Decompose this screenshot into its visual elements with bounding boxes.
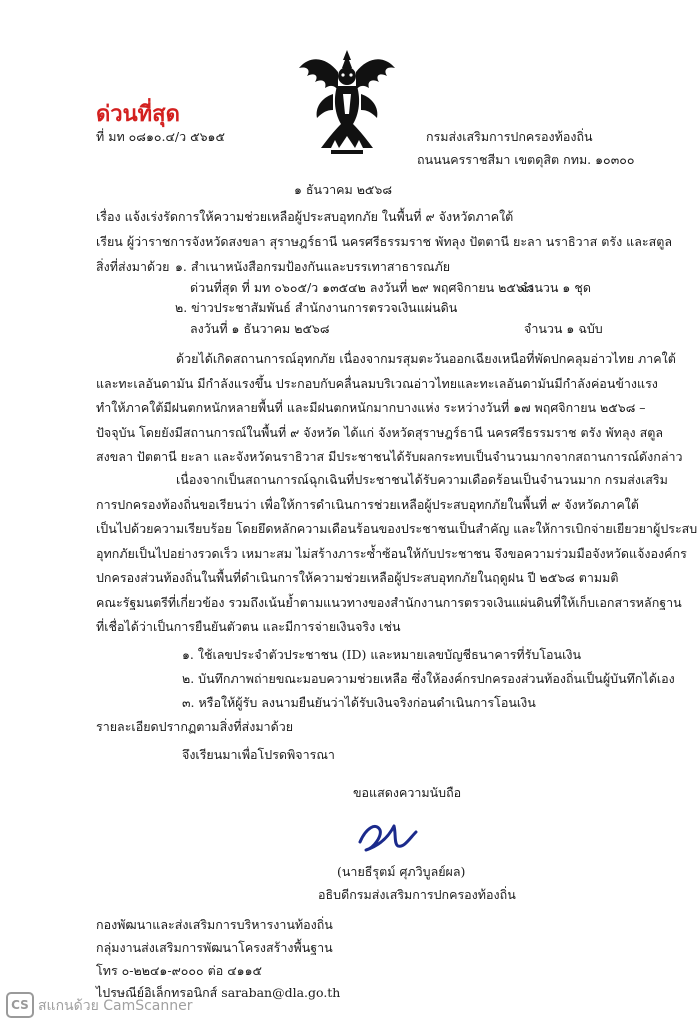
signatory-name: (นายธีรุตม์ ศุภวิบูลย์ผล) [337, 864, 466, 879]
paragraph-line: และทะเลอันดามัน มีกำลังแรงขึ้น ประกอบกับคลื่นลมบริเวณอ่าวไทยและทะเลอันดามันมีกำลังค่อนข้างแรง [96, 375, 658, 391]
enclosure-1-quantity: จำนวน ๑ ชุด [520, 280, 591, 295]
paragraph-line: อุทกภัยเป็นไปอย่างรวดเร็ว เหมาะสม ไม่สร้างภาระซ้ำซ้อนให้กับประชาชน จึงขอความร่วมมือจังหวัดแจ้งองค์กร [96, 545, 687, 561]
footer-group: กลุ่มงานส่งเสริมการพัฒนาโครงสร้างพื้นฐาน [96, 940, 333, 955]
footer-email: ไปรษณีย์อิเล็กทรอนิกส์ saraban@dla.go.th [96, 985, 341, 1000]
paragraph-line: ด้วยได้เกิดสถานการณ์อุทกภัย เนื่องจากมรสุมตะวันออกเฉียงเหนือที่พัดปกคลุมอ่าวไทย ภาคใต้ [176, 351, 676, 366]
handwritten-signature-icon [354, 808, 426, 858]
signatory-position: อธิบดีกรมส่งเสริมการปกครองท้องถิ่น [318, 887, 516, 902]
garuda-emblem-icon [297, 48, 397, 156]
paragraph-line: สงขลา ปัตตานี ยะลา และจังหวัดนราธิวาส มีประชาชนได้รับผลกระทบเป็นจำนวนมากจากสถานการณ์ดังกล่าว [96, 449, 683, 464]
urgent-label: ด่วนที่สุด [96, 102, 180, 127]
enclosure-2-date: ลงวันที่ ๑ ธันวาคม ๒๕๖๘ [190, 321, 330, 336]
footer-division: กองพัฒนาและส่งเสริมการบริหารงานท้องถิ่น [96, 917, 333, 932]
reference-number: ที่ มท ๐๘๑๐.๔/ว ๕๖๑๕ [96, 129, 225, 144]
list-item-3: ๓. หรือให้ผู้รับ ลงนามยืนยันว่าได้รับเงินจริงก่อนดำเนินการโอนเงิน [182, 695, 536, 710]
enclosure-2-quantity: จำนวน ๑ ฉบับ [524, 321, 603, 336]
paragraph-line: เป็นไปด้วยความเรียบร้อย โดยยึดหลักความเดือนร้อนของประชาชนเป็นสำคัญ และให้การเบิกจ่ายเยียวยาผู้ประสบ [96, 521, 697, 536]
enclosure-1-title: ๑. สำเนาหนังสือกรมป้องกันและบรรเทาสาธารณภัย [175, 259, 451, 274]
enclosures-label: สิ่งที่ส่งมาด้วย [96, 259, 170, 274]
details-note: รายละเอียดปรากฏตามสิ่งที่ส่งมาด้วย [96, 719, 294, 734]
letter-recipient: เรียน ผู้ว่าราชการจังหวัดสงขลา สุราษฎร์ธานี นครศรีธรรมราช พัทลุง ปัตตานี ยะลา นราธิวาส ตรัง และสตูล [96, 234, 672, 249]
issuing-department: กรมส่งเสริมการปกครองท้องถิ่น [426, 129, 593, 144]
closing-regards: ขอแสดงความนับถือ [353, 785, 462, 800]
list-item-1: ๑. ใช้เลขประจำตัวประชาชน (ID) และหมายเลขบัญชีธนาคารที่รับโอนเงิน [182, 647, 582, 662]
body-paragraph-1 [96, 347, 683, 470]
footer-telephone: โทร ๐-๒๒๔๑-๙๐๐๐ ต่อ ๔๑๑๕ [96, 963, 262, 978]
letter-subject: เรื่อง แจ้งเร่งรัดการให้ความช่วยเหลือผู้ประสบอุทกภัย ในพื้นที่ ๙ จังหวัดภาคใต้ [96, 209, 514, 224]
paragraph-line: ทำให้ภาคใต้มีฝนตกหนักหลายพื้นที่ และมีฝนตกหนักมากบางแห่ง ระหว่างวันที่ ๑๗ พฤศจิกายน ๒๕๖๘ – [96, 400, 646, 415]
camscanner-caption: สแกนด้วย CamScanner [38, 998, 193, 1014]
paragraph-line: ปัจจุบัน โดยยังมีสถานการณ์ในพื้นที่ ๙ จังหวัด ได้แก่ จังหวัดสุราษฎร์ธานี นครศรีธรรมราช ตรัง พัทลุง สตูล [96, 424, 664, 440]
body-paragraph-2 [96, 468, 697, 640]
paragraph-line: เนื่องจากเป็นสถานการณ์ฉุกเฉินที่ประชาชนได้รับความเดือดร้อนเป็นจำนวนมาก กรมส่งเสริม [176, 472, 668, 487]
letter-date: ๑ ธันวาคม ๒๕๖๘ [294, 182, 392, 197]
camscanner-logo-icon: CS [6, 992, 34, 1018]
paragraph-line: ที่เชื่อได้ว่าเป็นการยืนยันตัวตน และมีการจ่ายเงินจริง เช่น [96, 619, 401, 634]
department-address: ถนนนครราชสีมา เขตดุสิต กทม. ๑๐๓๐๐ [417, 152, 635, 167]
paragraph-line: ปกครองส่วนท้องถิ่นในพื้นที่ดำเนินการให้ความช่วยเหลือผู้ประสบอุทกภัยในฤดูฝน ปี ๒๕๖๘ ตามมติ [96, 570, 619, 585]
closing-request: จึงเรียนมาเพื่อโปรดพิจารณา [182, 747, 335, 762]
list-item-2: ๒. บันทึกภาพถ่ายขณะมอบความช่วยเหลือ ซึ่งให้องค์กรปกครองส่วนท้องถิ่นเป็นผู้บันทึกได้เอง [182, 671, 675, 686]
paragraph-line: คณะรัฐมนตรีที่เกี่ยวข้อง รวมถึงเน้นย้ำตามแนวทางของสำนักงานการตรวจเงินแผ่นดินที่ให้เก็บเอกสารหลักฐาน [96, 594, 682, 610]
enclosure-1-reference: ด่วนที่สุด ที่ มท ๐๖๐๕/ว ๑๓๕๔๒ ลงวันที่ ๒๙ พฤศจิกายน ๒๕๖๘ [190, 280, 534, 295]
enclosure-2-title: ๒. ข่าวประชาสัมพันธ์ สำนักงานการตรวจเงินแผ่นดิน [175, 300, 458, 315]
paragraph-line: การปกครองท้องถิ่นขอเรียนว่า เพื่อให้การดำเนินการช่วยเหลือผู้ประสบอุทกภัยในพื้นที่ ๙ จังหวัดภาคใต้ [96, 496, 639, 512]
